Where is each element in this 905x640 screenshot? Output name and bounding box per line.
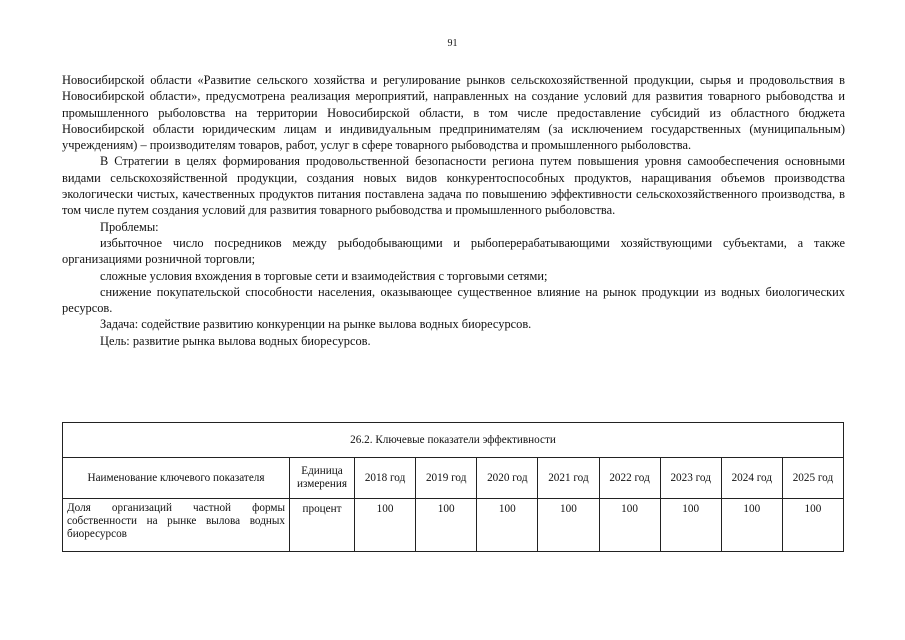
- page-number: 91: [447, 38, 458, 49]
- indicator-unit-cell: процент: [290, 499, 355, 552]
- header-indicator-name: Наименование ключевого показателя: [63, 458, 290, 499]
- table-row: [63, 499, 844, 552]
- indicator-value-cell: 100: [721, 499, 782, 552]
- goal-statement: Цель: развитие рынка вылова водных биоресурсов.: [100, 333, 371, 348]
- indicator-name-cell: Доля организаций частной формы собственности на рынке вылова водных биоресурсов: [63, 499, 290, 552]
- indicator-value-cell: 100: [416, 499, 477, 552]
- header-year: 2021 год: [538, 458, 599, 499]
- task-statement: Задача: содействие развитию конкуренции на рынке вылова водных биоресурсов.: [100, 317, 532, 332]
- indicator-value-cell: 100: [538, 499, 599, 552]
- indicator-value-cell: 100: [599, 499, 660, 552]
- problem-item-intermediaries: избыточное число посредников между рыбодобывающими и рыбоперерабатывающими хозяйствующими субъектами, а также организациями розничной торговли;: [62, 235, 845, 267]
- key-indicators-table: [62, 422, 844, 552]
- header-year: 2020 год: [477, 458, 538, 499]
- paragraph-strategy: В Стратегии в целях формирования продовольственной безопасности региона путем повышения уровня самообеспечения основными видами сельскохозяйственной продукции, создания новых видов конкурентоспособных продуктов, наращивания объемов производства экологически чистых, качественных продуктов питания поставлена задача по повышению эффективности сельскохозяйственного производства, в том числе путем создания условий для развития товарного рыбоводства и промышленного рыболовства.: [62, 154, 845, 218]
- table-header-row: [63, 458, 844, 499]
- indicator-value-cell: 100: [660, 499, 721, 552]
- problem-item-purchasing-power: снижение покупательской способности населения, оказывающее существенное влияние на рынок продукции из водных биологических ресурсов.: [62, 284, 845, 316]
- header-year: 2019 год: [416, 458, 477, 499]
- problems-heading: Проблемы:: [100, 219, 159, 234]
- table-title: 26.2. Ключевые показатели эффективности: [63, 423, 844, 458]
- header-year: 2025 год: [782, 458, 843, 499]
- paragraph-intro: Новосибирской области «Развитие сельского хозяйства и регулирование рынков сельскохозяйственной продукции, сырья и продовольствия в Новосибирской области», предусмотрена реализация мероприятий, направленных на создание условий для развития товарного рыбоводства и промышленного рыболовства на территории Новосибирской области, в том числе предоставление субсидий из областного бюджета Новосибирской области юридическим лицам и индивидуальным предпринимателям (за исключением государственных (муниципальным) учреждениям) – производителям товаров, работ, услуг в сфере товарного рыбоводства и промышленного рыболовства.: [62, 73, 845, 153]
- indicator-value-cell: 100: [355, 499, 416, 552]
- header-year: 2018 год: [355, 458, 416, 499]
- header-unit: Единица измерения: [290, 458, 355, 499]
- body-text: [62, 72, 845, 349]
- problem-item-retail-chains: сложные условия вхождения в торговые сети и взаимодействия с торговыми сетями;: [100, 268, 548, 283]
- header-year: 2024 год: [721, 458, 782, 499]
- indicator-value-cell: 100: [782, 499, 843, 552]
- header-year: 2022 год: [599, 458, 660, 499]
- indicator-value-cell: 100: [477, 499, 538, 552]
- header-year: 2023 год: [660, 458, 721, 499]
